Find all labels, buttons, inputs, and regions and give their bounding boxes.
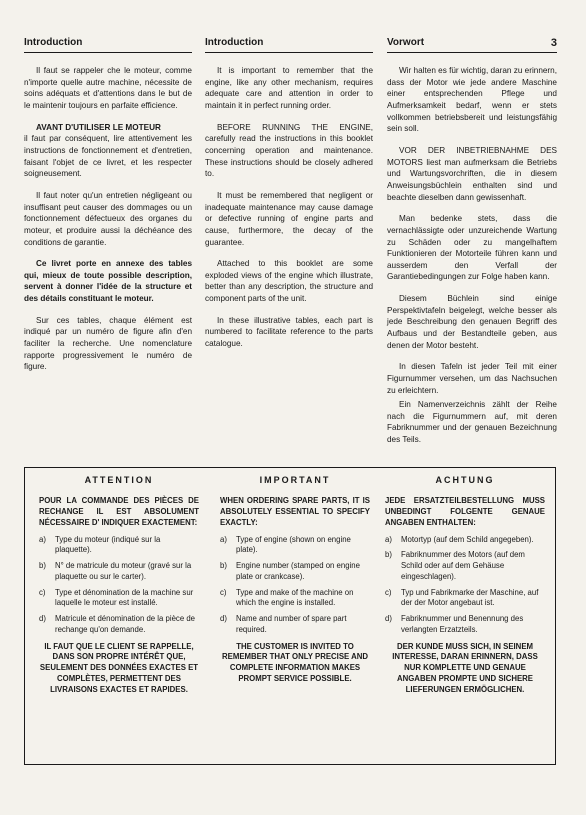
list-text: N° de matricule du moteur (gravé sur la plaquette ou sur le carter). xyxy=(55,561,192,581)
list-text: Fabriknummer des Motors (auf dem Schild oder auf dem Gehäuse eingeschlagen). xyxy=(401,550,525,581)
en-paragraph-2: BEFORE RUNNING THE ENGINE, carefully read the instructions in this booklet concerning operation and maintenance. These instructions should be closely adhered to. xyxy=(205,122,373,179)
list-marker: d) xyxy=(39,614,46,624)
list-item xyxy=(220,535,370,557)
list-marker: a) xyxy=(39,534,46,544)
list-text: Type of engine (shown on engine plate). xyxy=(236,534,351,555)
notice-list-fr xyxy=(39,535,199,636)
notice-list-en xyxy=(220,535,370,636)
list-marker: d) xyxy=(385,614,392,624)
fr-paragraph-1: Il faut se rappeler che le moteur, comme n'importe quelle autre machine, nécessite de soins adéquats et d'attentions dans le but de le maintenir toujours en parfaite efficience. xyxy=(24,66,192,111)
heading-text-en: Introduction xyxy=(205,37,264,48)
en-paragraph-1: It is important to remember that the engine, like any other mechanism, requires adequate care and attention in order to maintain it in perfect running order. xyxy=(205,66,373,111)
de-paragraph-5: In diesen Tafeln ist jeder Teil mit einer Figurnummer versehen, um das Nachsuchen zu erleichtern. xyxy=(387,362,557,395)
list-marker: c) xyxy=(220,587,227,597)
fr-paragraph-4: Ce livret porte en annexe des tables qui, mieux de toute possible description, servent à donner l'idée de la structure et des détails constituant le moteur. xyxy=(24,259,192,304)
list-item xyxy=(220,588,370,610)
notice-english xyxy=(220,474,370,685)
notice-german xyxy=(385,474,545,695)
spare-parts-notice-box xyxy=(24,467,556,765)
notice-footer-de: DER KUNDE MUSS SICH, IN SEINEM INTERESSE, DARAN ERINNERN, DASS NUR KOMPLETTE UND GENAUE ANGABEN PROMPTE UND SICHERE LIEFERUNGEN ERMÖGLICHEN. xyxy=(392,641,538,694)
en-paragraph-4: Attached to this booklet are some exploded views of the engine which illustrate, better than any description, the structure and component parts of the unit. xyxy=(205,259,373,304)
fr-paragraph-5: Sur ces tables, chaque élément est indiqué par un numéro de figure afin d'en faciliter la recherche. Une nomenclature rapporte progressivement le numéro de figure. xyxy=(24,315,192,372)
notice-footer-fr: IL FAUT QUE LE CLIENT SE RAPPELLE, DANS SON PROPRE INTÉRÊT QUE, SEULEMENT DES DONNÉES EXACTES ET COMPLÈTES, PERMETTENT DES LIVRAISONS EXACTES ET RAPIDES. xyxy=(39,641,199,694)
german-column xyxy=(387,36,557,456)
notice-intro-en: WHEN ORDERING SPARE PARTS, IT IS ABSOLUTELY ESSENTIAL TO SPECIFY EXACTLY: xyxy=(220,496,370,527)
list-item xyxy=(39,614,199,636)
column-heading-en xyxy=(205,36,373,53)
list-item xyxy=(220,614,370,636)
notice-intro-fr: POUR LA COMMANDE DES PIÈCES DE RECHANGE IL EST ABSOLUMENT NÉCESSAIRE D' INDIQUER EXACTEMENT: xyxy=(39,496,199,527)
list-text: Typ und Fabrikmarke der Maschine, auf der der Motor angebaut ist. xyxy=(401,587,539,608)
list-item xyxy=(39,561,199,583)
list-text: Matricule et dénomination de la pièce de rechange qu'on demande. xyxy=(55,614,195,634)
list-text: Motortyp (auf dem Schild angegeben). xyxy=(401,534,534,544)
list-item xyxy=(385,535,545,546)
list-text: Name and number of spare part required. xyxy=(236,614,347,634)
list-item xyxy=(385,550,545,582)
list-marker: c) xyxy=(39,587,46,597)
de-paragraph-6: Ein Namenverzeichnis zählt der Reihe nach die Figurnummern auf, mit deren Fabriknummer und der genauen Bezeichnung des Teils. xyxy=(387,400,557,445)
list-text: Type du moteur (indiqué sur la plaquette). xyxy=(55,534,161,555)
list-text: Type et dénomination de la machine sur laquelle le moteur est installé. xyxy=(55,587,194,608)
list-text: Fabriknummer und Benennung des verlangten Erzatzteils. xyxy=(401,614,524,634)
english-column xyxy=(205,36,373,360)
de-paragraph-4: Diesem Büchlein sind einige Perspektivtafeln beigelegt, welche besser als jede Beschreibung den genauen Begriff des Aufbaus und der Bestandteile geben, aus denen der Motor besteht. xyxy=(387,294,557,350)
list-marker: d) xyxy=(220,614,227,624)
page-number: 3 xyxy=(550,37,557,49)
heading-text-fr: Introduction xyxy=(24,37,83,48)
list-marker: b) xyxy=(39,561,46,571)
notice-list-de xyxy=(385,535,545,636)
column-heading-fr xyxy=(24,36,192,53)
list-item xyxy=(39,588,199,610)
en-paragraph-5: In these illustrative tables, each part is numbered to facilitate reference to the parts catalogue. xyxy=(205,315,373,348)
list-marker: b) xyxy=(385,550,392,560)
notice-french xyxy=(39,474,199,695)
list-marker: b) xyxy=(220,561,227,571)
notice-intro-de: JEDE ERSATZTEILBESTELLUNG MUSS UNBEDINGT FOLGENTE GENAUE ANGABEN ENTHALTEN: xyxy=(385,496,545,527)
notice-title-en: IMPORTANT xyxy=(259,475,331,485)
column-heading-de xyxy=(387,36,557,53)
french-column xyxy=(24,36,192,383)
list-text: Type and make of the machine on which the engine is installed. xyxy=(236,587,354,608)
de-paragraph-2: VOR DER INBETRIEBNAHME DES MOTORS liest man aufmerksam die Betriebs und Wartungsvorchriften, die in diesem Anweisungsbüchlein enthalten sind und beachte dieselben dann gewissenhaft. xyxy=(387,146,557,202)
list-item xyxy=(220,561,370,583)
fr-section-heading: AVANT D'UTILISER LE MOTEUR xyxy=(36,122,161,132)
notice-title-de: ACHTUNG xyxy=(435,475,495,485)
list-marker: c) xyxy=(385,587,392,597)
de-paragraph-3: Man bedenke stets, dass die vernachlässigte oder unzureichende Wartung zu Schäden oder zu mangelhaftem Funktionieren der Motorteile führen kann und ausserdem den Verfall der Garantiebedingungen zur Folge haben kann. xyxy=(387,214,557,282)
list-item xyxy=(385,588,545,610)
list-marker: a) xyxy=(220,534,227,544)
notice-title-fr: ATTENTION xyxy=(84,475,154,485)
list-marker: a) xyxy=(385,534,392,544)
en-paragraph-3: It must be remembered that negligent or inadequate maintenance may cause damage or defective running of engine parts and cause, furthermore, the decay of the guarantee. xyxy=(205,190,373,247)
fr-paragraph-2: il faut par conséquent, lire attentivement les instructions de fonctionnement et d'entretien, faisant l'objet de ce livret, et les respecter soigneusement. xyxy=(24,134,192,179)
fr-paragraph-3: Il faut noter qu'un entretien négligeant ou insuffisant peut causer des dommages ou un fonctionnement défectueux des organes du moteur, et produire aussi la déchéance des conditions de garantie. xyxy=(24,190,192,247)
list-item xyxy=(385,614,545,636)
heading-text-de: Vorwort xyxy=(387,37,425,48)
list-item xyxy=(39,535,199,557)
list-text: Engine number (stamped on engine plate or crankcase). xyxy=(236,561,360,581)
notice-footer-en: THE CUSTOMER IS INVITED TO REMEMBER THAT ONLY PRECISE AND COMPLETE INFORMATION MAKES PROMPT SERVICE POSSIBLE. xyxy=(222,641,368,683)
de-paragraph-1: Wir halten es für wichtig, daran zu erinnern, dass der Motor wie jede andere Maschine einer entsprechenden Pflege und Aufmerksamkeit bedarf, wenn er stets vollkommen betriebsbereit und leistungsfähig sein soll. xyxy=(387,66,557,134)
